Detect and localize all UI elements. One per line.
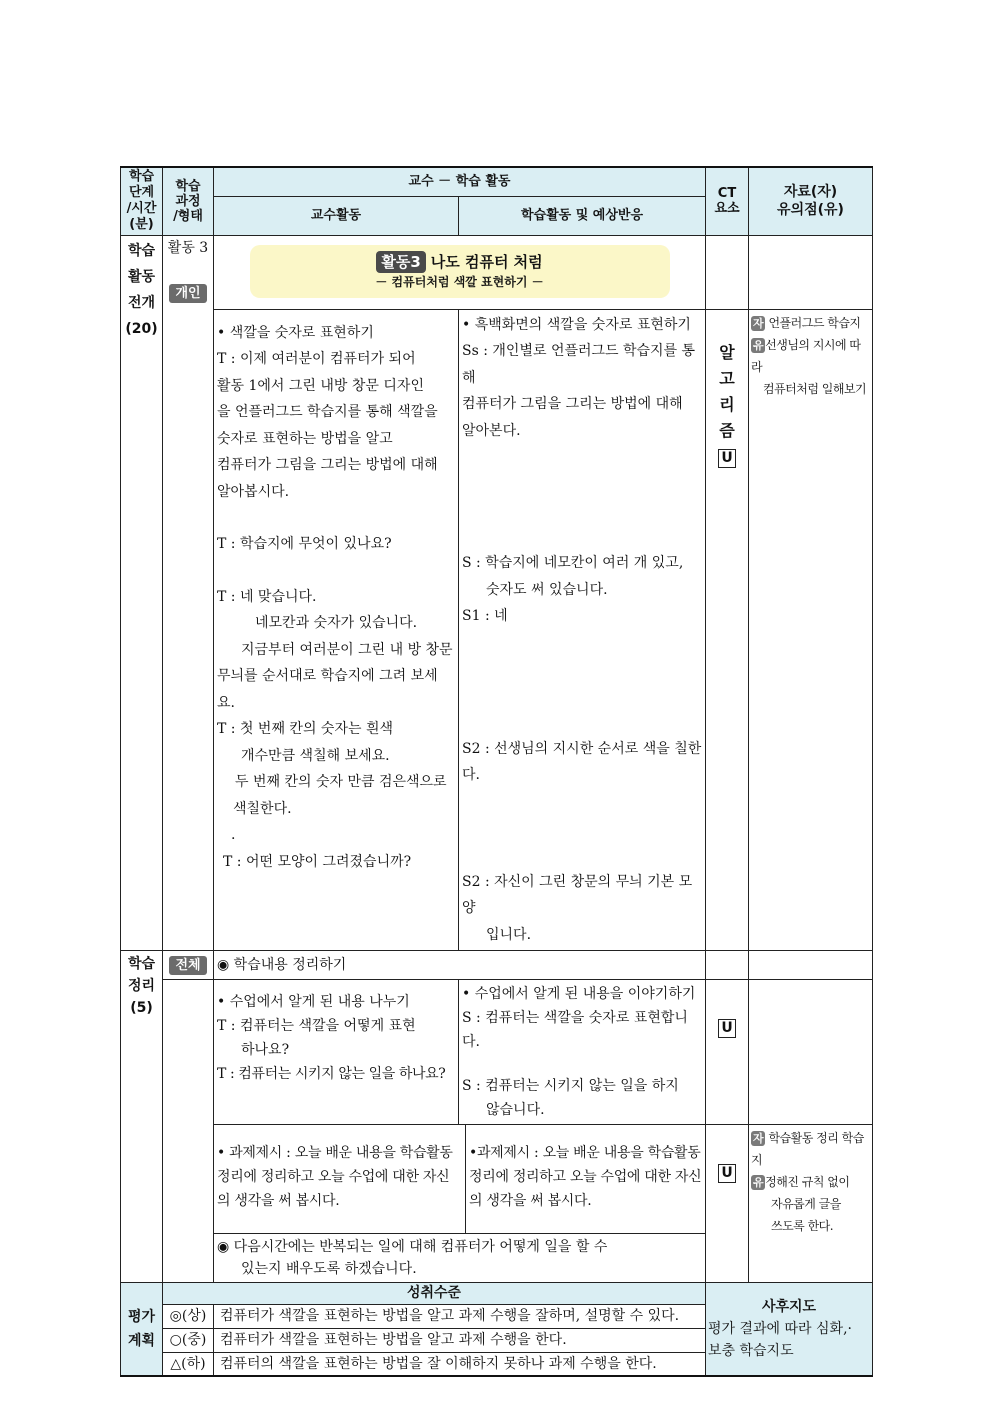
student-develop — [459, 309, 706, 951]
next-time — [214, 1233, 705, 1282]
teacher-summary — [214, 980, 459, 1125]
lesson-plan-table — [120, 166, 873, 1377]
ct-char: 고 — [719, 368, 735, 388]
form-summary-empty — [163, 980, 214, 1283]
student-line: • 수업에서 알게 된 내용을 이야기하기 — [462, 986, 696, 1002]
resource-text: 선생님의 지시에 따라 — [751, 337, 861, 374]
teacher-line: 색칠한다. — [233, 800, 292, 817]
after-header: 사후지도 — [761, 1298, 817, 1315]
teacher-line: 지금부터 여러분이 그린 내 방 창문 — [241, 641, 453, 658]
activity-banner — [250, 245, 670, 298]
process-develop — [163, 235, 214, 951]
ct-task — [706, 1125, 749, 1283]
header-teaching: 교수 － 학습 활동 — [214, 167, 706, 196]
ct-u-icon: U — [718, 1019, 736, 1038]
resource-text: 쓰도록 한다. — [771, 1219, 834, 1233]
resource-mark-icon: 자 — [753, 1132, 764, 1145]
resource-text: 학습활동 정리 학습지 — [751, 1131, 864, 1167]
stage-develop: 학습 활동 전개 (20) — [121, 235, 163, 951]
student-line: S2 : 자신이 그린 창문의 무늬 기본 모양 — [462, 873, 693, 916]
activity-subtitle: － 컴퓨터처럼 색깔 표현하기 － — [375, 274, 544, 289]
process-develop-label: 활동 3 — [167, 239, 209, 256]
student-task: •과제제시 : 오늘 배운 내용을 학습활동 정리에 정리하고 오늘 수업에 대한 자신의 생각을 써 봅시다. — [466, 1125, 706, 1233]
student-line: S : 컴퓨터는 시키지 않는 일을 하지 — [462, 1078, 679, 1094]
ct-char: 즘 — [719, 420, 735, 440]
stage-summary: 학습 정리 (5) — [121, 951, 163, 1283]
activity-banner-cell — [214, 235, 706, 309]
resource-mark-icon: 자 — [753, 316, 764, 330]
student-line: Ss : 개인별로 언플러그드 학습지를 통해 — [462, 343, 696, 386]
student-line: S2 : 선생님의 지시한 순서로 색을 칠한다. — [462, 740, 702, 783]
header-ct: CT 요소 — [706, 167, 749, 235]
teacher-develop — [214, 309, 459, 951]
level-mid: ○(중) — [163, 1328, 214, 1352]
teacher-line: 무늬를 순서대로 학습지에 그려 보세요. — [217, 668, 438, 711]
header-process: 학습 과정 /형태 — [163, 167, 214, 235]
after-guidance — [706, 1282, 873, 1376]
teacher-line: 하나요? — [241, 1042, 290, 1058]
form-badge-whole: 전체 — [169, 956, 206, 975]
form-summary-cell — [163, 951, 214, 980]
teacher-line: T : 학습지에 무엇이 있나요? — [217, 536, 392, 552]
res-empty-2 — [749, 951, 873, 980]
student-line: S : 학습지에 네모칸이 여러 개 있고, — [462, 555, 684, 571]
caution-mark-icon: 유 — [753, 1176, 764, 1189]
lesson-plan-frame — [120, 166, 872, 1372]
next-time-line: ◉ 다음시간에는 반복되는 일에 대해 컴퓨터가 어떻게 일을 할 수 — [217, 1238, 608, 1255]
ct-empty-1 — [706, 235, 749, 309]
res-empty-1 — [749, 235, 873, 309]
ct-summary — [706, 980, 749, 1125]
teacher-line: T : 이제 여러분이 컴퓨터가 되어 — [217, 351, 416, 367]
teacher-line: 알아봅시다. — [217, 483, 290, 500]
teacher-task: • 과제제시 : 오늘 배운 내용을 학습활동 정리에 정리하고 오늘 수업에 대한 자신의 생각을 써 봅시다. — [214, 1125, 466, 1233]
after-text: 평가 결과에 따라 심화,· 보충 학습지도 — [708, 1320, 852, 1359]
teacher-line: T : 컴퓨터는 시키지 않는 일을 하나요? — [217, 1066, 446, 1082]
student-line: • 흑백화면의 색깔을 숫자로 표현하기 — [462, 316, 691, 333]
header-resources: 자료(자) 유의점(유) — [749, 167, 873, 235]
ct-empty-2 — [706, 951, 749, 980]
res-develop — [749, 309, 873, 951]
task-area — [214, 1125, 706, 1283]
student-line: 숫자도 써 있습니다. — [486, 581, 608, 598]
teacher-line: T : 첫 번째 칸의 숫자는 흰색 — [217, 721, 393, 737]
activity-tag: 활동3 — [376, 251, 425, 273]
teacher-line: T : 네 맞습니다. — [217, 588, 317, 605]
teacher-line: 활동 1에서 그린 내방 창문 디자인 — [217, 377, 424, 394]
teacher-line: 숫자로 표현하는 방법을 알고 — [217, 430, 393, 447]
resource-text: 자유롭게 글을 — [771, 1197, 841, 1211]
resource-text: 정해진 규칙 없이 — [765, 1175, 850, 1189]
next-time-line: 있는지 배우도록 하겠습니다. — [241, 1260, 417, 1277]
teacher-line: T : 어떤 모양이 그려졌습니까? — [223, 853, 412, 870]
teacher-line: 개수만큼 색칠해 보세요. — [241, 747, 390, 764]
form-badge-individual: 개인 — [169, 284, 206, 303]
student-line: 입니다. — [486, 926, 532, 943]
resource-text: 컴퓨터처럼 일해보기 — [763, 381, 867, 396]
teacher-line: . — [231, 827, 236, 843]
student-line: 알아본다. — [462, 422, 521, 439]
criteria-low: 컴퓨터의 색깔을 표현하는 방법을 잘 이해하지 못하나 과제 수행을 한다. — [214, 1352, 706, 1376]
ct-u-icon: U — [718, 449, 736, 468]
header-stage: 학습 단계 /시간 (분) — [121, 167, 163, 235]
criteria-header: 성취수준 — [163, 1282, 706, 1304]
ct-develop — [706, 309, 749, 951]
caution-mark-icon: 유 — [753, 338, 764, 352]
ct-char: 리 — [719, 394, 735, 414]
ct-u-icon: U — [718, 1164, 736, 1183]
level-high: ◎(상) — [163, 1304, 214, 1328]
activity-title: 나도 컴퓨터 처럼 — [430, 252, 543, 271]
header-student-col: 학습활동 및 예상반응 — [459, 196, 706, 235]
summary-title: ◉ 학습내용 정리하기 — [214, 951, 706, 980]
teacher-line: T : 컴퓨터는 색깔을 어떻게 표현 — [217, 1018, 416, 1034]
criteria-mid: 컴퓨터가 색깔을 표현하는 방법을 알고 과제 수행을 한다. — [214, 1328, 706, 1352]
teacher-line: 컴퓨터가 그림을 그리는 방법에 대해 — [217, 457, 438, 473]
teacher-line: • 수업에서 알게 된 내용 나누기 — [217, 994, 410, 1010]
teacher-line: 두 번째 칸의 숫자 만큼 검은색으로 — [235, 774, 447, 790]
student-line: S1 : 네 — [462, 608, 508, 624]
student-line: 컴퓨터가 그림을 그리는 방법에 대해 — [462, 396, 683, 412]
res-empty-3 — [749, 980, 873, 1125]
teacher-line: • 색깔을 숫자로 표현하기 — [217, 324, 374, 341]
teacher-line: 네모칸과 숫자가 있습니다. — [255, 615, 418, 631]
student-summary — [459, 980, 706, 1125]
evaluation-label: 평가 계획 — [121, 1282, 163, 1376]
resource-text: 언플러그드 학습지 — [768, 315, 861, 330]
criteria-high: 컴퓨터가 색깔을 표현하는 방법을 알고 과제 수행을 잘하며, 설명할 수 있다. — [214, 1304, 706, 1328]
ct-char: 알 — [719, 342, 735, 362]
student-line: 않습니다. — [486, 1102, 545, 1118]
student-line: S : 컴퓨터는 색깔을 숫자로 표현합니다. — [462, 1010, 688, 1050]
res-task — [749, 1125, 873, 1283]
teacher-line: 을 언플러그드 학습지를 통해 색깔을 — [217, 404, 438, 420]
header-teacher-col: 교수활동 — [214, 196, 459, 235]
level-low: △(하) — [163, 1352, 214, 1376]
